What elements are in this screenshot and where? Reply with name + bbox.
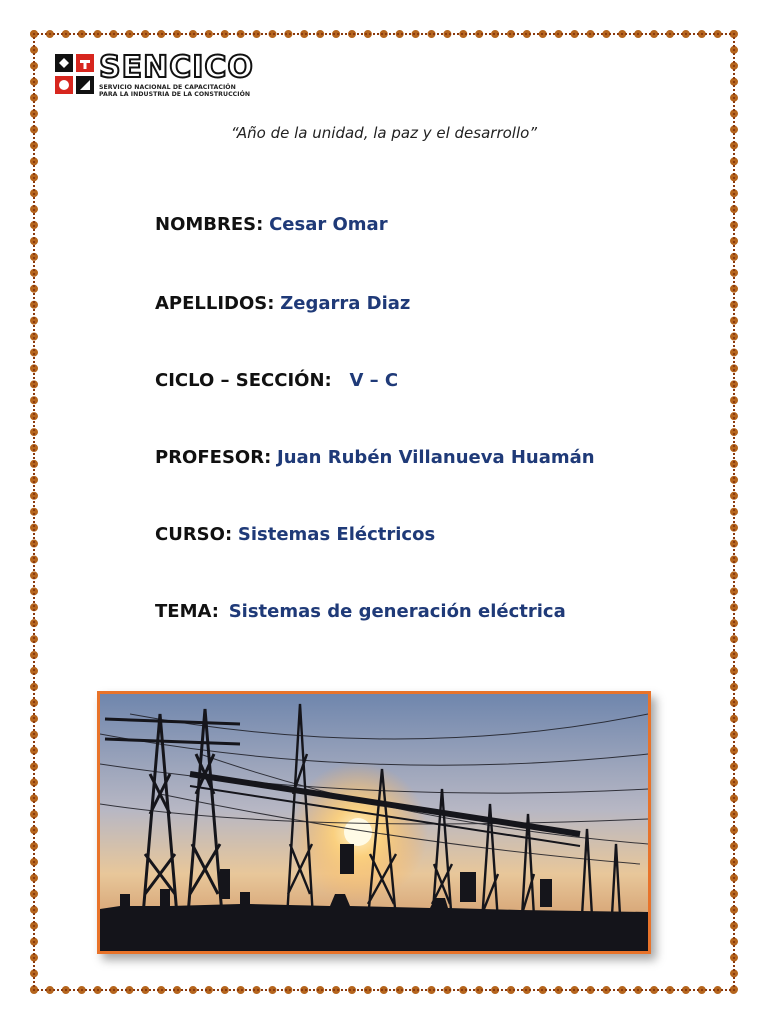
year-motto: “Año de la unidad, la paz y el desarrollo” <box>230 124 538 142</box>
ciclo-value: V – C <box>349 370 399 391</box>
tema-label: TEMA: <box>155 601 219 622</box>
field-tema <box>155 601 566 622</box>
nombres-value: Cesar Omar <box>269 214 388 235</box>
field-ciclo-seccion <box>155 370 398 391</box>
curso-value: Sistemas Eléctricos <box>237 524 436 545</box>
substation-illustration <box>100 694 648 951</box>
field-profesor <box>155 447 595 468</box>
ciclo-label: CICLO – SECCIÓN: <box>155 370 332 391</box>
profesor-value: Juan Rubén Villanueva Huamán <box>277 447 595 468</box>
tema-value: Sistemas de generación eléctrica <box>228 601 566 622</box>
power-substation-photo <box>97 691 651 954</box>
sencico-logo <box>53 52 258 98</box>
profesor-label: PROFESOR: <box>155 447 272 468</box>
apellidos-value: Zegarra Diaz <box>280 293 411 314</box>
apellidos-label: APELLIDOS: <box>155 293 275 314</box>
field-nombres <box>155 214 388 235</box>
nombres-label: NOMBRES: <box>155 214 264 235</box>
field-curso <box>155 524 435 545</box>
sencico-emblem-icon <box>53 52 97 96</box>
logo-subtitle: SERVICIO NACIONAL DE CAPACITACIÓN PARA LA INDUSTRIA DE LA CONSTRUCCIÓN <box>99 84 251 98</box>
field-apellidos <box>155 293 410 314</box>
curso-label: CURSO: <box>155 524 233 545</box>
logo-wordmark: SENCICO <box>99 50 254 85</box>
